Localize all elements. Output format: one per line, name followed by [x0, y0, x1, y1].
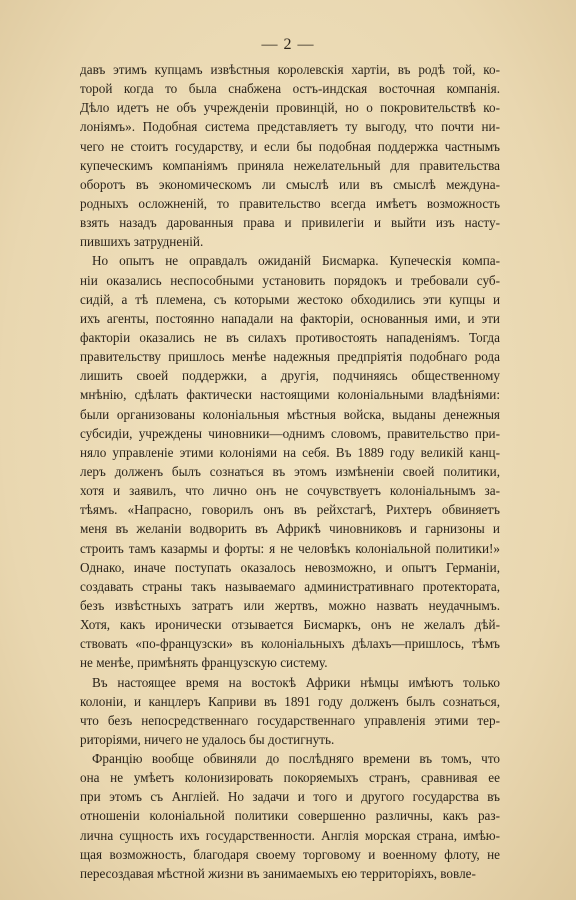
- text-line: родныхъ осложненій, то правительство всегда имѣетъ возможность: [80, 195, 500, 211]
- text-line: взять назадъ дарованныя права и привилегіи и выйти изъ насту-: [80, 215, 500, 231]
- text-line: сидій, а тѣ племена, съ которыми жестоко обходились эти купцы и: [80, 291, 500, 307]
- text-line: пившихъ затрудненій.: [80, 234, 204, 250]
- text-line: Дѣло идетъ не объ учрежденіи провинцій, но о покровительствѣ ко-: [80, 100, 500, 116]
- text-line: ствовать «по-французски» въ колоніальныхъ дѣлахъ—пришлось, тѣмъ: [80, 636, 500, 652]
- text-line: Однако, иначе поступать оказалось невозможно, и опытъ Германіи,: [80, 559, 500, 575]
- text-line: колоніи, и канцлеръ Каприви въ 1891 году долженъ былъ сознаться,: [80, 693, 500, 709]
- paragraph: [80, 60, 500, 251]
- text-line: не менѣе, примѣнять французскую систему.: [80, 655, 328, 671]
- body-text: [80, 60, 500, 883]
- page-number: — 2 —: [261, 36, 315, 53]
- text-line: риторіями, ничего не удалось бы достигнуть.: [80, 731, 335, 747]
- text-line: торой когда то была снабжена остъ-индская восточная компанія.: [80, 81, 500, 97]
- text-line: купеческимъ компаніямъ приняла нежелательный для правительства: [80, 157, 500, 173]
- text-line: давъ этимъ купцамъ извѣстныя королевскія хартіи, въ родѣ той, ко-: [80, 62, 500, 77]
- text-line: няло управленіе этими колоніями на себя. Въ 1889 году великій канц-: [80, 444, 500, 460]
- text-line: мнѣнію, сдѣлать фактически настоящими колоніальными владѣніями:: [80, 387, 500, 403]
- text-line: правительству пришлось менѣе надежныя предпріятія подобнаго рода: [80, 349, 500, 365]
- text-line: тѣямъ. «Напрасно, говорилъ онъ въ рейхстагѣ, Рихтеръ обвиняетъ: [80, 502, 500, 518]
- text-line: безъ извѣстныхъ затратъ или жертвъ, можно назвать неудачнымъ.: [80, 597, 500, 613]
- text-line: лишить своей поддержки, а другія, подчиняясь общественному: [80, 368, 500, 384]
- text-line: лична сущность ихъ государственности. Англія морская страна, имѣю-: [80, 827, 500, 843]
- text-line: Францію вообще обвиняли до послѣдняго времени въ томъ, что: [92, 751, 500, 767]
- paragraph: [80, 749, 500, 883]
- text-line: Въ настоящее время на востокѣ Африки нѣмцы имѣютъ только: [92, 674, 500, 690]
- text-line: леръ долженъ былъ сознаться въ этомъ измѣненіи своей политики,: [80, 463, 500, 479]
- text-line: Но опытъ не оправдалъ ожиданій Бисмарка. Купеческія компа-: [92, 253, 500, 269]
- text-line: щая возможность, благодаря своему торговому и военному флоту, не: [80, 846, 500, 862]
- text-line: при этомъ съ Англіей. Но задачи и того и другого государства въ: [80, 789, 500, 805]
- text-line: субсидіи, учреждены чиновники—однимъ словомъ, правительство при-: [80, 425, 500, 441]
- text-line: были организованы колоніальныя мѣстныя войска, выданы денежныя: [80, 406, 500, 422]
- paragraph: [80, 673, 500, 750]
- text-line: хотя и заявилъ, что лично онъ не сочувствуетъ колоніальнымъ за-: [80, 483, 500, 499]
- text-line: меня въ желаніи водворить въ Африкѣ чиновниковъ и гарнизоны и: [80, 521, 500, 537]
- text-line: строить тамъ казармы и форты: я не человѣкъ колоніальной политики!»: [80, 540, 500, 556]
- text-line: она не умѣетъ колонизировать покоряемыхъ странъ, сравнивая ее: [80, 770, 500, 786]
- text-line: пересоздавая мѣстной жизни въ занимаемыхъ ею территоріяхъ, вовле-: [80, 865, 476, 881]
- text-line: лоніямъ». Подобная система представляетъ ту выгоду, что почти ни-: [80, 119, 500, 135]
- text-line: создавать страны такъ называемаго административнаго протектората,: [80, 578, 500, 594]
- text-line: что безъ непосредственнаго государственнаго управленія этими тер-: [80, 712, 500, 728]
- text-line: ніи оказались неспособными установить порядокъ и требовали суб-: [80, 272, 500, 288]
- text-line: чего не стоитъ государству, и если бы подобная поддержка частнымъ: [80, 138, 500, 154]
- text-line: Хотя, какъ иронически отзывается Бисмаркъ, онъ не желалъ дѣй-: [80, 617, 500, 633]
- paragraph: [80, 251, 500, 672]
- text-line: отношеніи колоніальной политики совершенно различны, какъ раз-: [80, 808, 500, 824]
- text-line: оборотъ въ экономическомъ ли смыслѣ или въ смыслѣ междуна-: [80, 176, 500, 192]
- text-line: факторіи оказались не въ силахъ противостоять нападеніямъ. Тогда: [80, 329, 500, 345]
- text-line: ихъ агенты, постоянно нападали на факторіи, основанныя ими, и эти: [80, 310, 500, 326]
